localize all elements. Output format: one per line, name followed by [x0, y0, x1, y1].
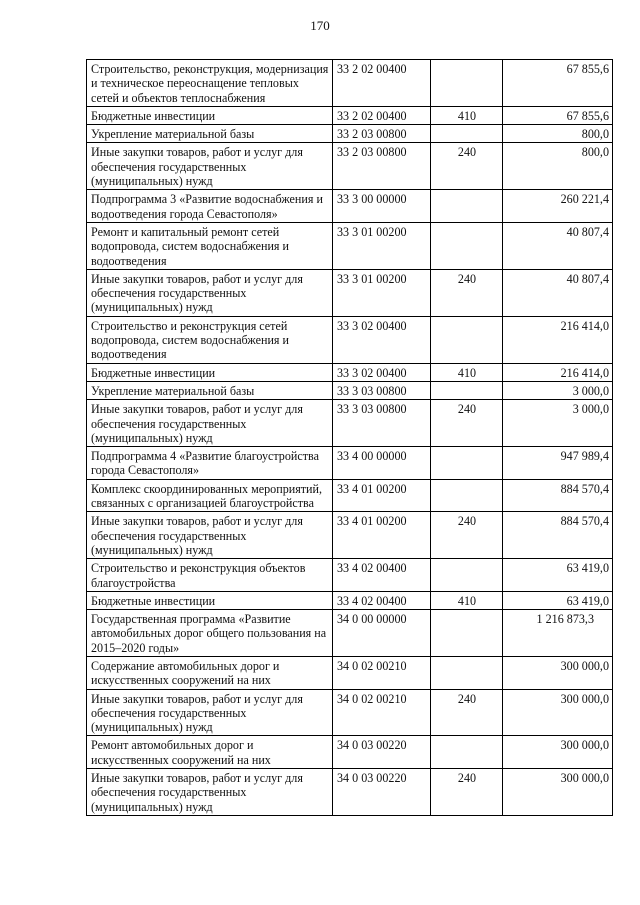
row-code: 33 2 02 00400 — [333, 106, 431, 124]
row-vr: 240 — [431, 143, 503, 190]
row-amount: 800,0 — [503, 125, 613, 143]
row-name: Бюджетные инвестиции — [87, 591, 333, 609]
row-code: 34 0 03 00220 — [333, 736, 431, 769]
row-name: Укрепление материальной базы — [87, 125, 333, 143]
row-amount: 216 414,0 — [503, 316, 613, 363]
row-code: 33 3 01 00200 — [333, 269, 431, 316]
row-amount: 300 000,0 — [503, 769, 613, 816]
row-name: Иные закупки товаров, работ и услуг для обеспечения государственных (муниципальных) нужд — [87, 400, 333, 447]
row-name: Ремонт и капитальный ремонт сетей водопровода, систем водоснабжения и водоотведения — [87, 222, 333, 269]
row-vr — [431, 447, 503, 480]
table-row — [87, 106, 613, 124]
table-row — [87, 363, 613, 381]
row-code: 33 2 03 00800 — [333, 143, 431, 190]
row-name: Государственная программа «Развитие автомобильных дорог общего пользования на 2015–2020 годы» — [87, 610, 333, 657]
row-code: 34 0 00 00000 — [333, 610, 431, 657]
row-amount: 40 807,4 — [503, 222, 613, 269]
row-vr: 240 — [431, 689, 503, 736]
row-amount: 800,0 — [503, 143, 613, 190]
row-name: Содержание автомобильных дорог и искусственных сооружений на них — [87, 656, 333, 689]
row-name: Бюджетные инвестиции — [87, 106, 333, 124]
row-vr — [431, 610, 503, 657]
row-code: 34 0 02 00210 — [333, 656, 431, 689]
row-vr — [431, 316, 503, 363]
table-row — [87, 610, 613, 657]
row-amount: 67 855,6 — [503, 106, 613, 124]
table-row — [87, 125, 613, 143]
table-row — [87, 656, 613, 689]
row-vr — [431, 222, 503, 269]
row-name: Иные закупки товаров, работ и услуг для обеспечения государственных (муниципальных) нужд — [87, 269, 333, 316]
row-code: 33 3 02 00400 — [333, 316, 431, 363]
row-code: 34 0 03 00220 — [333, 769, 431, 816]
row-amount: 884 570,4 — [503, 512, 613, 559]
row-name: Подпрограмма 4 «Развитие благоустройства города Севастополя» — [87, 447, 333, 480]
row-code: 33 4 00 00000 — [333, 447, 431, 480]
table-row — [87, 222, 613, 269]
row-amount: 3 000,0 — [503, 400, 613, 447]
budget-table — [86, 59, 613, 816]
row-vr: 410 — [431, 363, 503, 381]
table-row — [87, 381, 613, 399]
row-amount: 67 855,6 — [503, 60, 613, 107]
row-name: Комплекс скоординированных мероприятий, связанных с организацией благоустройства — [87, 479, 333, 512]
table-row — [87, 591, 613, 609]
row-vr — [431, 559, 503, 592]
row-amount: 216 414,0 — [503, 363, 613, 381]
row-name: Иные закупки товаров, работ и услуг для обеспечения государственных (муниципальных) нужд — [87, 689, 333, 736]
row-code: 33 3 03 00800 — [333, 400, 431, 447]
row-code: 33 3 02 00400 — [333, 363, 431, 381]
row-name: Иные закупки товаров, работ и услуг для обеспечения государственных (муниципальных) нужд — [87, 769, 333, 816]
row-vr: 240 — [431, 400, 503, 447]
row-vr: 240 — [431, 512, 503, 559]
row-code: 33 4 02 00400 — [333, 591, 431, 609]
table-row — [87, 769, 613, 816]
row-code: 34 0 02 00210 — [333, 689, 431, 736]
row-amount: 63 419,0 — [503, 591, 613, 609]
row-code: 33 4 02 00400 — [333, 559, 431, 592]
row-code: 33 3 01 00200 — [333, 222, 431, 269]
row-code: 33 2 03 00800 — [333, 125, 431, 143]
row-amount: 260 221,4 — [503, 190, 613, 223]
row-vr — [431, 381, 503, 399]
table-row — [87, 400, 613, 447]
row-vr — [431, 479, 503, 512]
row-amount: 40 807,4 — [503, 269, 613, 316]
row-vr — [431, 125, 503, 143]
table-row — [87, 143, 613, 190]
row-amount: 63 419,0 — [503, 559, 613, 592]
row-name: Строительство и реконструкция сетей водопровода, систем водоснабжения и водоотведения — [87, 316, 333, 363]
row-code: 33 4 01 00200 — [333, 512, 431, 559]
row-vr — [431, 190, 503, 223]
row-name: Иные закупки товаров, работ и услуг для обеспечения государственных (муниципальных) нужд — [87, 512, 333, 559]
row-name: Бюджетные инвестиции — [87, 363, 333, 381]
page-number: 170 — [310, 18, 330, 33]
table-row — [87, 269, 613, 316]
row-code: 33 3 03 00800 — [333, 381, 431, 399]
row-vr: 410 — [431, 106, 503, 124]
row-name: Строительство, реконструкция, модернизация и техническое переоснащение тепловых сетей и объектов теплоснабжения — [87, 60, 333, 107]
row-vr: 410 — [431, 591, 503, 609]
row-amount: 947 989,4 — [503, 447, 613, 480]
row-amount: 1 216 873,3 — [503, 610, 613, 657]
table-row — [87, 512, 613, 559]
row-name: Укрепление материальной базы — [87, 381, 333, 399]
row-vr: 240 — [431, 769, 503, 816]
table-row — [87, 559, 613, 592]
row-vr — [431, 60, 503, 107]
row-name: Ремонт автомобильных дорог и искусственных сооружений на них — [87, 736, 333, 769]
row-vr: 240 — [431, 269, 503, 316]
row-vr — [431, 656, 503, 689]
table-row — [87, 736, 613, 769]
row-code: 33 4 01 00200 — [333, 479, 431, 512]
budget-table-body — [87, 60, 613, 816]
row-amount: 300 000,0 — [503, 736, 613, 769]
row-vr — [431, 736, 503, 769]
table-row — [87, 60, 613, 107]
table-row — [87, 447, 613, 480]
row-code: 33 2 02 00400 — [333, 60, 431, 107]
row-name: Строительство и реконструкция объектов благоустройства — [87, 559, 333, 592]
table-row — [87, 316, 613, 363]
table-row — [87, 689, 613, 736]
table-row — [87, 479, 613, 512]
row-code: 33 3 00 00000 — [333, 190, 431, 223]
row-amount: 300 000,0 — [503, 689, 613, 736]
row-amount: 300 000,0 — [503, 656, 613, 689]
row-name: Подпрограмма 3 «Развитие водоснабжения и водоотведения города Севастополя» — [87, 190, 333, 223]
row-name: Иные закупки товаров, работ и услуг для обеспечения государственных (муниципальных) нужд — [87, 143, 333, 190]
row-amount: 3 000,0 — [503, 381, 613, 399]
table-row — [87, 190, 613, 223]
row-amount: 884 570,4 — [503, 479, 613, 512]
